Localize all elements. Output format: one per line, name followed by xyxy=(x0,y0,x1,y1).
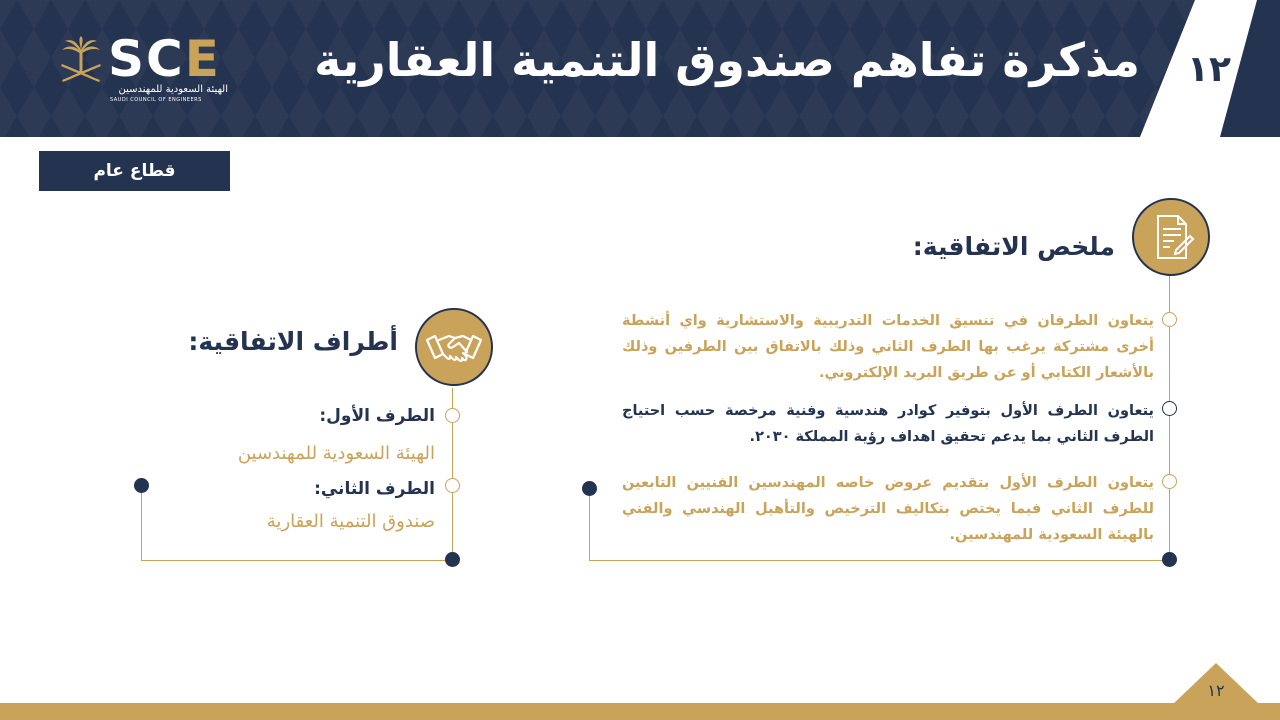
first-party-label: الطرف الأول: xyxy=(319,406,435,426)
footer-page-number: ١٢ xyxy=(1207,681,1225,700)
document-pen-icon xyxy=(1134,200,1208,274)
summary-point-2: يتعاون الطرف الأول بتوفير كوادر هندسية وفنية مرخصة حسب احتياج الطرف الثاني بما يدعم تحقيق اهداف رؤية المملكة ٢٠٣٠. xyxy=(622,403,1154,445)
sector-badge: قطاع عام xyxy=(39,151,230,191)
summary-point-3-marker xyxy=(1162,474,1177,489)
second-party-value: صندوق التنمية العقارية xyxy=(266,511,435,532)
palm-swords-emblem-icon xyxy=(58,36,104,84)
logo-english-name: SAUDI COUNCIL OF ENGINEERS xyxy=(110,97,202,103)
parties-icon-circle xyxy=(415,308,493,386)
second-party-marker xyxy=(445,478,460,493)
summary-point-3: يتعاون الطرف الأول بتقديم عروض خاصه المهندسين الفنيين التابعين للطرف الثاني فيما يختص بتكاليف الترخيص والتأهيل الهندسي والفني بالهيئة السعودية للمهندسين. xyxy=(622,475,1154,543)
parties-left-dot xyxy=(134,478,149,493)
page-title: مذكرة تفاهم صندوق التنمية العقارية xyxy=(314,33,1140,87)
second-party-label: الطرف الثاني: xyxy=(314,479,435,499)
summary-point-2-marker xyxy=(1162,401,1177,416)
summary-base-line xyxy=(589,560,1169,561)
parties-base-line xyxy=(141,560,452,561)
handshake-icon xyxy=(417,310,491,384)
summary-left-dot xyxy=(582,481,597,496)
summary-point-1-marker xyxy=(1162,312,1177,327)
parties-end-dot xyxy=(445,552,460,567)
first-party-marker xyxy=(445,408,460,423)
footer-bar xyxy=(0,703,1280,720)
header-slide-number: ١٢ xyxy=(1187,49,1231,90)
logo-arabic-name: الهيئة السعودية للمهندسين xyxy=(118,84,228,95)
logo-wordmark: SCE xyxy=(108,30,221,88)
summary-point-1: يتعاون الطرفان في تنسيق الخدمات التدريبية والاستشارية واي أنشطة أخرى مشتركة يرغب بها الطرف الثاني وذلك بالاتفاق بين الطرفين وذلك بالأشعار الكتابي أو عن طريق البريد الإلكتروني. xyxy=(622,313,1154,381)
first-party-value: الهيئة السعودية للمهندسين xyxy=(237,443,435,464)
summary-left-line xyxy=(589,489,590,560)
parties-title: أطراف الاتفاقية: xyxy=(188,327,398,356)
summary-icon-circle xyxy=(1132,198,1210,276)
summary-end-dot xyxy=(1162,552,1177,567)
summary-title: ملخص الاتفاقية: xyxy=(912,232,1115,261)
sce-logo xyxy=(58,30,228,110)
parties-left-line xyxy=(141,486,142,560)
